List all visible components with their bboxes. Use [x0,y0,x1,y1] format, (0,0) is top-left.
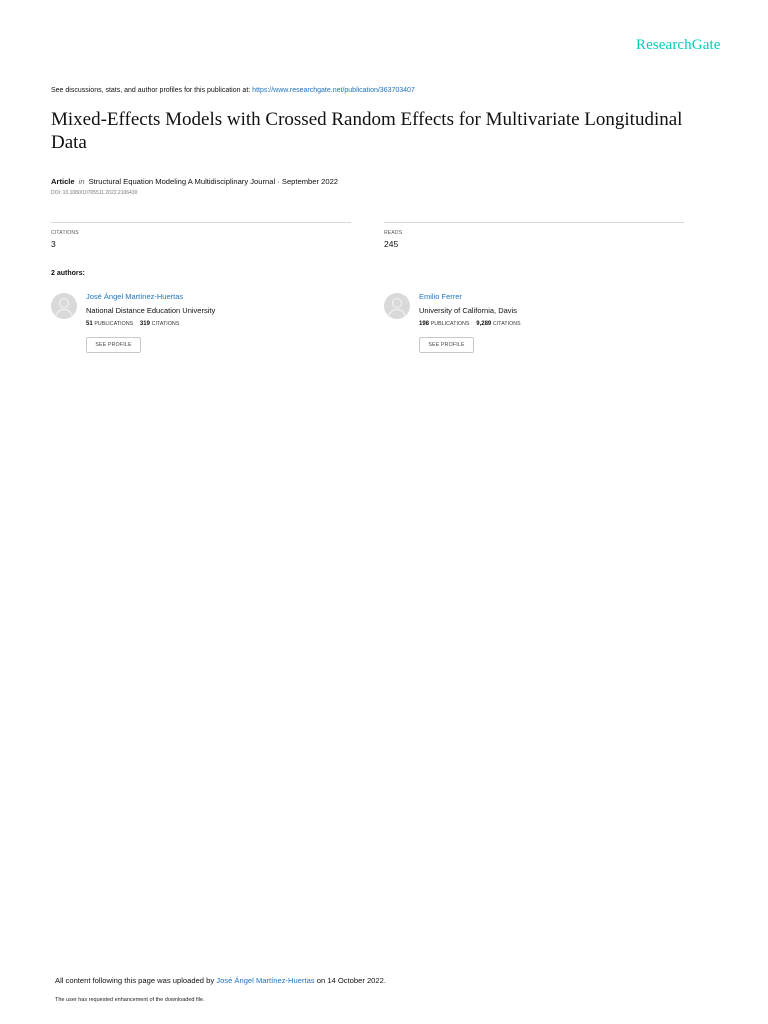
upload-notice [55,976,386,985]
avatar-head-shape [392,298,402,308]
reads-divider [384,222,684,223]
author-publications-label: PUBLICATIONS [430,321,470,327]
reads-value: 245 [384,239,399,249]
authors-heading: 2 authors: [51,270,85,277]
author-name-link[interactable]: Emilio Ferrer [419,292,462,301]
citations-label: CITATIONS [51,230,79,236]
enhancement-note: The user has requested enhancement of the downloaded file. [55,997,205,1003]
upload-suffix: on 14 October 2022. [314,976,386,985]
author-citations-count: 9,289 [476,321,492,327]
publication-doi: DOI: 10.1080/10705511.2022.2106430 [51,190,138,196]
publication-url-link[interactable]: https://www.researchgate.net/publication/363703407 [252,87,415,94]
publication-venue: Structural Equation Modeling A Multidisciplinary Journal · September 2022 [88,177,339,186]
author-name-link[interactable]: José Ángel Martínez-Huertas [86,292,184,301]
publication-type: Article [51,177,75,186]
avatar-shoulders-shape [388,309,406,319]
author-publications-label: PUBLICATIONS [94,321,134,327]
avatar-icon[interactable] [51,293,77,319]
avatar-shoulders-shape [55,309,73,319]
in-label: in [78,177,85,186]
author-stats [86,321,179,327]
publication-meta [51,177,338,186]
discussion-text: See discussions, stats, and author profiles for this publication at: [51,87,253,94]
author-stats [419,321,521,327]
discussion-line [51,87,415,94]
author-citations-label: CITATIONS [492,321,521,327]
researchgate-logo[interactable]: ResearchGate [636,37,721,53]
publication-title: Mixed-Effects Models with Crossed Random Effects for Multivariate Longitudinal Data [51,109,683,153]
uploader-link[interactable]: José Ángel Martínez-Huertas [216,976,315,985]
author-citations-label: CITATIONS [151,321,180,327]
citations-divider [51,222,351,223]
avatar-head-shape [59,298,69,308]
see-profile-button[interactable]: SEE PROFILE [86,337,141,353]
author-institution: National Distance Education University [86,306,216,315]
author-institution: University of California, Davis [419,306,517,315]
author-publications-count: 198 [419,321,430,327]
citations-value: 3 [51,239,56,249]
reads-label: READS [384,230,403,236]
upload-prefix: All content following this page was uploaded by [55,976,217,985]
author-publications-count: 51 [86,321,93,327]
avatar-icon[interactable] [384,293,410,319]
author-citations-count: 319 [139,321,150,327]
see-profile-button[interactable]: SEE PROFILE [419,337,474,353]
